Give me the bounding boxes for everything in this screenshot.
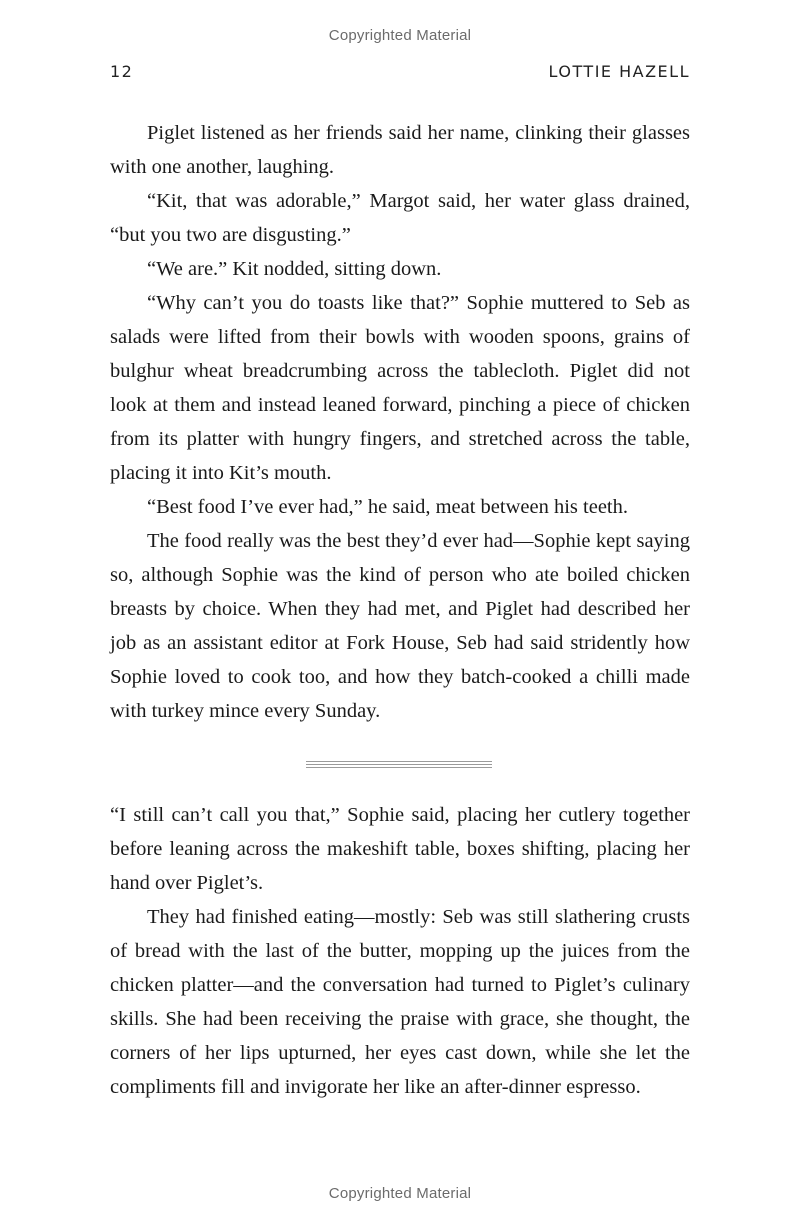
page-number: 12 (110, 62, 134, 81)
copyright-watermark-top: Copyrighted Material (328, 27, 472, 44)
scene-break-rule (306, 767, 492, 768)
scene-break-ornament (306, 761, 492, 771)
body-text-before-break (110, 116, 690, 728)
scene-break-rule (306, 761, 492, 762)
scene-break-rule (306, 764, 492, 765)
paragraph: The food really was the best they’d ever had—Sophie kept saying so, although Sophie was the kind of person who ate boiled chicken breasts by choice. When they had met, and Piglet had described her job as an assistant editor at Fork House, Seb had said stridently how Sophie loved to cook too, and how they batch-cooked a chilli made with turkey mince every Sunday. (110, 530, 690, 722)
paragraph: Piglet listened as her friends said her name, clinking their glasses with one another, laughing. (110, 122, 690, 178)
paragraph: “I still can’t call you that,” Sophie said, placing her cutlery together before leaning across the makeshift table, boxes shifting, placing her hand over Piglet’s. (110, 804, 690, 894)
paragraph: “We are.” Kit nodded, sitting down. (147, 258, 442, 280)
paragraph: “Best food I’ve ever had,” he said, meat between his teeth. (147, 496, 628, 518)
copyright-watermark-bottom: Copyrighted Material (328, 1185, 472, 1202)
running-head (110, 62, 690, 84)
paragraph: They had finished eating—mostly: Seb was still slathering crusts of bread with the last of the butter, mopping up the juices from the chicken platter—and the conversation had turned to Piglet’s culinary skills. She had been receiving the praise with grace, she thought, the corners of her lips upturned, her eyes cast down, while she let the compliments fill and invigorate her like an after-dinner espresso. (110, 906, 690, 1098)
author-name: LOTTIE HAZELL (548, 62, 690, 81)
paragraph: “Kit, that was adorable,” Margot said, her water glass drained, “but you two are disgusting.” (110, 190, 690, 246)
paragraph: “Why can’t you do toasts like that?” Sophie muttered to Seb as salads were lifted from their bowls with wooden spoons, grains of bulghur wheat breadcrumbing across the tablecloth. Piglet did not look at them and instead leaned forward, pinching a piece of chicken from its platter with hungry fingers, and stretched across the table, placing it into Kit’s mouth. (110, 292, 690, 484)
body-text-after-break (110, 798, 690, 1104)
